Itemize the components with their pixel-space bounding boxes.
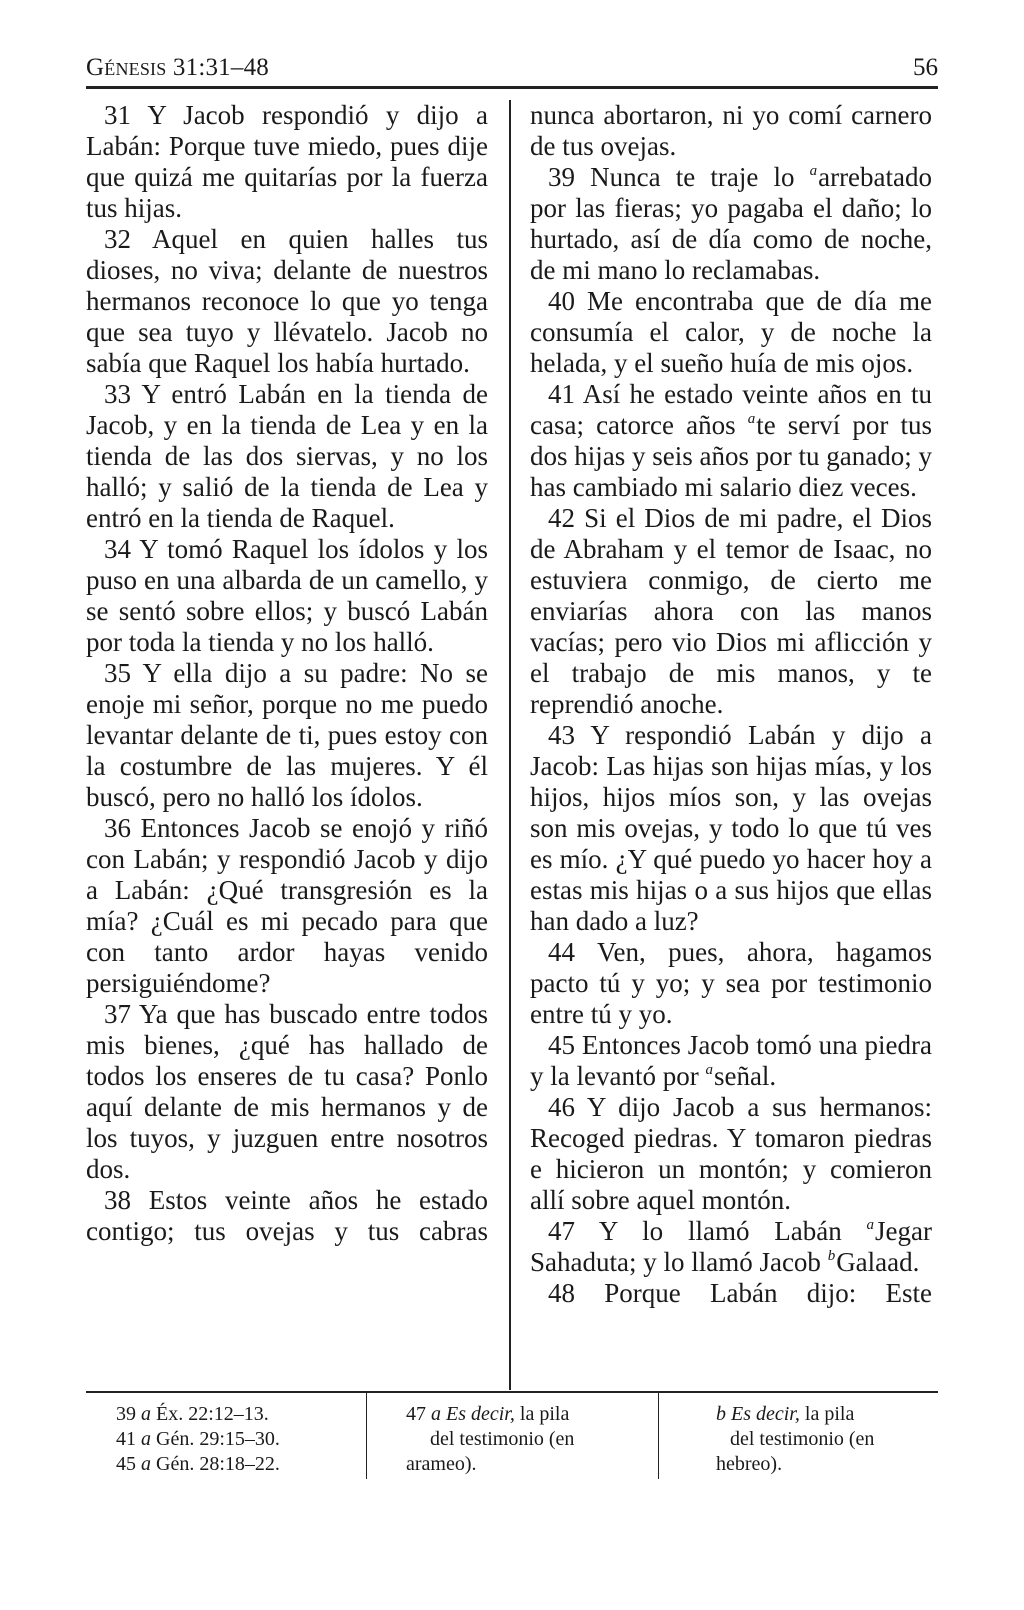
verse: 39 Nunca te traje lo $^a$arrebatado por las fieras; yo pagaba el daño; lo hurtado, así de día como de noche, de mi mano lo reclamabas.	[530, 162, 933, 285]
verse: 46 Y dijo Jacob a sus hermanos: Recoged piedras. Y tomaron piedras e hicieron un montón; y comieron allí sobre aquel montón.	[530, 1092, 932, 1215]
verse: 31 Y Jacob respondió y dijo a Labán: Porque tuve miedo, pues dije que quizá me quitarías por la fuerza tus hijas.	[86, 100, 488, 223]
footnote: 45 a Gén. 28:18–22.	[116, 1453, 280, 1475]
running-header	[86, 50, 938, 89]
footnote: 39 a Éx. 22:12–13.	[116, 1403, 269, 1425]
footnote: 47 a Es decir, la pila	[406, 1403, 570, 1425]
footnote: 41 a Gén. 29:15–30.	[116, 1428, 280, 1450]
header-chapter-verse: 31:31–48	[172, 54, 269, 81]
footnote-divider	[366, 1393, 367, 1479]
verse: 40 Me encontraba que de día me consumía el calor, y de noche la helada, y el sueño huía de mis ojos.	[530, 286, 933, 378]
column-divider	[509, 100, 511, 1390]
footnotes-col-2: 47 a Es decir, la pila del testimonio (en arameo).	[406, 1403, 575, 1475]
footnote-divider	[658, 1393, 659, 1479]
footnote-marker: a	[809, 163, 818, 179]
verse-continuation: nunca abortaron, ni yo comí carnero de tus ovejas.	[530, 100, 932, 161]
footnotes-col-3: b Es decir, la pila del testimonio (en hebreo).	[716, 1403, 875, 1475]
verse: 48 Porque Labán dijo: Este	[548, 1278, 932, 1308]
footnote-marker: b	[827, 1248, 836, 1264]
footnote-marker: a	[747, 411, 756, 427]
verse: 32 Aquel en quien halles tus dioses, no viva; delante de nuestros hermanos reconoce lo que yo tenga que sea tuyo y llévatelo. Jacob no sabía que Raquel los había hurtado.	[86, 224, 488, 378]
page-number: 56	[913, 54, 938, 81]
verse: 47 Y lo llamó Labán $^a$Jegar Sahaduta; y lo llamó Jacob $^b$Galaad.	[530, 1216, 933, 1277]
text-column-right	[530, 100, 932, 1309]
verse: 44 Ven, pues, ahora, hagamos pacto tú y yo; y sea por testimonio entre tú y yo.	[530, 937, 932, 1029]
verse: 35 Y ella dijo a su padre: No se enoje mi señor, porque no me puedo levantar delante de ti, pues estoy con la costumbre de las mujeres. Y él buscó, pero no halló los ídolos.	[86, 658, 488, 812]
text-column-left	[86, 100, 488, 1247]
verse: 43 Y respondió Labán y dijo a Jacob: Las hijas son hijas mías, y los hijos, hijos míos son, y las ovejas son mis ovejas, y todo lo que tú ves es mío. ¿Y qué puedo yo hacer hoy a estas mis hijas o a sus hijos que ellas han dado a luz?	[530, 720, 932, 936]
header-book: Génesis	[86, 54, 167, 81]
footnote-marker: a	[866, 1217, 875, 1233]
verse: 41 Así he estado veinte años en tu casa; catorce años $^a$te serví por tus dos hijas y seis años por tu ganado; y has cambiado mi salario diez veces.	[530, 379, 932, 502]
verse: 37 Ya que has buscado entre todos mis bienes, ¿qué has hallado de todos los enseres de tu casa? Ponlo aquí delante de mis hermanos y de los tuyos, y juzguen entre nosotros dos.	[86, 999, 489, 1184]
verse: 36 Entonces Jacob se enojó y riñó con Labán; y respondió Jacob y dijo a Labán: ¿Qué transgresión es la mía? ¿Cuál es mi pecado para que con tanto ardor hayas venido persiguiéndome?	[86, 813, 488, 998]
footnote: b Es decir, la pila	[716, 1403, 855, 1425]
footnote-rule	[86, 1391, 938, 1393]
verse: 34 Y tomó Raquel los ídolos y los puso en una albarda de un camello, y se sentó sobre ellos; y buscó Labán por toda la tienda y no los halló.	[86, 534, 489, 657]
verse: 33 Y entró Labán en la tienda de Jacob, y en la tienda de Lea y en la tienda de las dos siervas, y no los halló; y salió de la tienda de Lea y entró en la tienda de Raquel.	[86, 379, 489, 533]
footnote-marker: a	[705, 1062, 713, 1078]
verse: 38 Estos veinte años he estado contigo; tus ovejas y tus cabras	[86, 1185, 488, 1246]
header-reference	[86, 54, 269, 82]
verse: 45 Entonces Jacob tomó una piedra y la levantó por $^a$señal.	[530, 1030, 932, 1091]
footnotes-col-1	[116, 1402, 280, 1477]
verse: 42 Si el Dios de mi padre, el Dios de Abraham y el temor de Isaac, no estuviera conmigo, de cierto me enviarías ahora con las manos vacías; pero vio Dios mi aflicción y el trabajo de mis manos, y te reprendió anoche.	[530, 503, 933, 719]
